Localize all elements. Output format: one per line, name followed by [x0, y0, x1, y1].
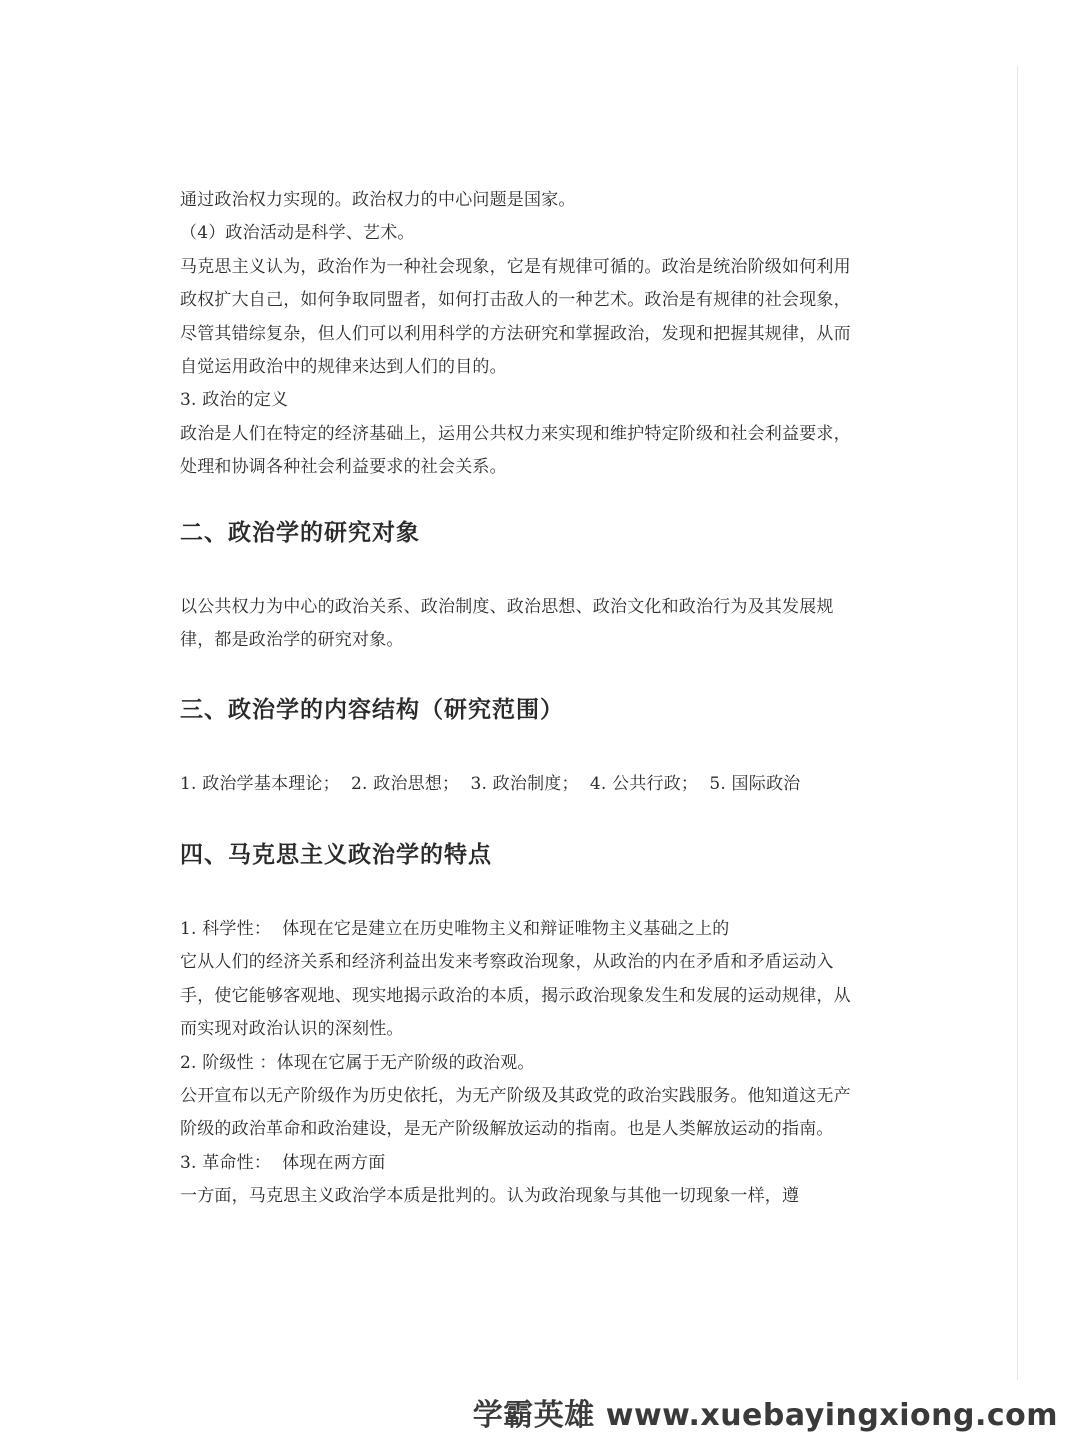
feature-2-title: 2. 阶级性 ：体现在它属于无产阶级的政治观。	[180, 1052, 535, 1073]
feature-1-title: 1. 科学性： 体现在它是建立在历史唯物主义和辩证唯物主义基础之上的	[180, 918, 730, 939]
item-4-title: （4）政治活动是科学、艺术。	[180, 223, 415, 244]
section-2-heading: 二、政治学的研究对象	[180, 518, 420, 546]
feature-3-body: 一方面，马克思主义政治学本质是批判的。认为政治现象与其他一切现象一样，遵	[180, 1186, 800, 1207]
item-4-body: 马克思主义认为，政治作为一种社会现象，它是有规律可循的。政治是统治阶级如何利用政权扩大自己，如何争取同盟者，如何打击敌人的一种艺术。政治是有规律的社会现象，尽管其错综复杂，但人们可以利用科学的方法研究和掌握政治，发现和把握其规律，从而自觉运用政治中的规律来达到人们的目的。	[180, 256, 851, 378]
definition-title: 3. 政治的定义	[180, 390, 289, 411]
section-3-heading: 三、政治学的内容结构（研究范围）	[180, 696, 564, 724]
section-4-heading: 四、马克思主义政治学的特点	[180, 840, 492, 868]
section-2-body: 以公共权力为中心的政治关系、政治制度、政治思想、政治文化和政治行为及其发展规律，都是政治学的研究对象。	[180, 596, 834, 651]
feature-1-body: 它从人们的经济关系和经济利益出发来考察政治现象，从政治的内在矛盾和矛盾运动入手，使它能够客观地、现实地揭示政治的本质，揭示政治现象发生和发展的运动规律，从而实现对政治认识的深刻性。	[180, 952, 851, 1040]
definition-body: 政治是人们在特定的经济基础上，运用公共权力来实现和维护特定阶级和社会利益要求，处理和协调各种社会利益要求的社会关系。	[180, 423, 851, 478]
feature-2-body: 公开宣布以无产阶级作为历史依托，为无产阶级及其政党的政治实践服务。他知道这无产阶级的政治革命和政治建设，是无产阶级解放运动的指南。也是人类解放运动的指南。	[180, 1085, 851, 1140]
paragraph-intro-tail: 通过政治权力实现的。政治权力的中心问题是国家。	[180, 190, 576, 210]
feature-3-title: 3. 革命性： 体现在两方面	[180, 1152, 386, 1173]
page-edge-divider	[1017, 66, 1018, 1380]
section-3-body: 1. 政治学基本理论； 2. 政治思想； 3. 政治制度； 4. 公共行政； 5. 国际政治	[180, 774, 801, 795]
document-body	[180, 184, 860, 1214]
site-watermark: 学霸英雄 www.xuebayingxiong.com	[472, 1398, 1058, 1433]
